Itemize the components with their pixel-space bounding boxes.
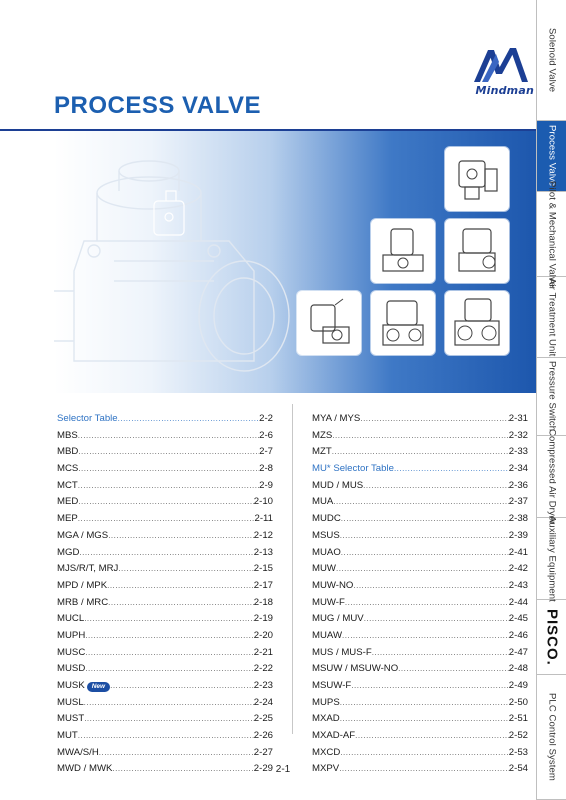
index-entry[interactable] [57,511,273,528]
index-entry[interactable] [57,478,273,495]
index-entry-name: Selector Table [57,413,118,424]
index-entry-page: 2-44 [508,596,528,608]
dot-leader [85,628,254,645]
dot-leader [118,411,260,428]
dot-leader [78,428,259,445]
page-title: PROCESS VALVE [54,92,261,119]
index-entry-name: MZS [312,429,333,441]
index-entry-page: 2-26 [253,730,273,742]
dot-leader [342,628,509,645]
index-entry[interactable] [312,428,528,445]
index-entry[interactable] [312,561,528,578]
dot-leader [340,695,509,712]
index-entry-name: MXPV [312,763,340,775]
index-entry-page: 2-18 [253,596,273,608]
index-entry-name: MUDC [312,513,341,525]
index-entry-page: 2-42 [508,563,528,575]
side-tab-label: Process Valve [546,125,558,187]
index-entry-name: MUPH [57,629,86,641]
page-number: 2-1 [275,764,291,775]
dot-leader [372,645,509,662]
dot-leader [78,728,254,745]
index-entry-name: MCS [57,463,79,475]
index-entry[interactable] [312,645,528,662]
index-entry-page: 2-52 [508,730,528,742]
index-entry-name: MUW-NO [312,579,354,591]
index-entry-page: 2-45 [508,613,528,625]
dot-leader [85,645,254,662]
dot-leader [355,728,509,745]
index-entry-name: MWA/S/H [57,746,99,758]
index-entry[interactable] [57,461,273,478]
index-entry[interactable] [312,528,528,545]
index-entry[interactable] [57,578,273,595]
index-entry-page: 2-54 [508,763,528,775]
side-tab[interactable] [537,600,566,675]
index-entry[interactable] [57,545,273,562]
index-entry[interactable] [312,578,528,595]
side-tab[interactable] [537,428,566,525]
dot-leader [108,528,254,545]
dot-leader [345,595,509,612]
index-entry-name: MUW-F [312,596,345,608]
index-entry[interactable] [57,494,273,511]
dot-leader [353,578,508,595]
column-divider [292,404,293,734]
index-entry-page: 2-2 [259,413,273,424]
index-entry[interactable] [57,628,273,645]
index-entry[interactable] [312,545,528,562]
index-entry[interactable] [57,444,273,461]
side-tab[interactable] [537,515,566,602]
index-entry-page: 2-10 [253,496,273,508]
dot-leader [394,461,509,478]
side-tab[interactable] [537,180,566,288]
dot-leader [332,444,509,461]
dot-leader [360,411,508,428]
dot-leader [341,545,509,562]
index-entry-name: MUAO [312,546,341,558]
index-entry-page: 2-31 [508,413,528,424]
index-entry-page: 2-38 [508,513,528,525]
index-entry-page: 2-29 [253,763,273,775]
side-tab-label: Solenoid Valve [546,27,558,93]
side-tab-label: Air Treatment Unit [546,277,558,357]
dot-leader [84,711,254,728]
mindman-logo [468,44,534,98]
dot-leader [340,528,509,545]
index-entry-name: MUSD [57,663,86,675]
dot-leader [78,478,259,495]
mindman-logo-mark [468,44,534,84]
dot-leader [398,661,509,678]
side-tab-bar [536,0,566,800]
index-entry[interactable] [312,494,528,511]
dot-leader [340,745,509,762]
side-tab-label: Auxiliary Equipment [546,515,558,602]
index-entry-page: 2-37 [508,496,528,508]
index-entry-page: 2-17 [253,579,273,591]
index-entry-name: MUW [312,563,336,575]
index-entry[interactable] [312,461,528,478]
dot-leader [110,678,254,695]
index-entry-page: 2-9 [259,479,273,491]
product-image-solenoid-valve-6 [445,291,509,355]
index-entry-name: MUSL [57,696,84,708]
index-entry[interactable] [57,411,273,428]
index-list-right [312,411,528,778]
index-entry[interactable] [57,661,273,678]
index-entry-page: 2-33 [508,446,528,458]
index-entry-page: 2-41 [508,546,528,558]
index-entry-name: MUA [312,496,334,508]
index-entry-name: MUSK [57,680,85,691]
index-entry[interactable] [57,611,273,628]
index-entry[interactable] [57,561,273,578]
dot-leader [78,461,259,478]
index-entry-page: 2-12 [253,529,273,541]
index-entry[interactable] [57,695,273,712]
index-entry-name: MBD [57,446,79,458]
index-entry-page: 2-51 [508,713,528,725]
index-entry-name: MUD / MUS [312,479,364,491]
index-entry-page: 2-25 [253,713,273,725]
product-image-solenoid-valve-1 [445,147,509,211]
index-entry-name: MU* Selector Table [312,463,394,475]
dot-leader [340,711,509,728]
index-entry-page: 2-8 [259,463,273,475]
side-tab[interactable] [537,0,566,121]
index-entry[interactable] [312,661,528,678]
index-entry-page: 2-36 [508,479,528,491]
index-entry-name: MUCL [57,613,85,625]
index-entry-page: 2-27 [253,746,273,758]
index-entry-page: 2-19 [253,613,273,625]
index-entry[interactable] [57,728,273,745]
index-entry-page: 2-47 [508,646,528,658]
dot-leader [84,611,254,628]
index-entry-page: 2-39 [508,529,528,541]
product-image-solenoid-valve-2 [371,219,435,283]
index-entry-name: MSUW-F [312,680,352,691]
index-entry-name: MUST [57,713,85,725]
index-entry-name: MEP [57,513,78,525]
dot-leader [341,511,509,528]
hero-banner [54,131,536,393]
index-entry[interactable] [57,645,273,662]
index-entry-page: 2-13 [253,546,273,558]
index-entry-name: MUSC [57,646,86,658]
index-entry-name: MUG / MUV [312,613,364,625]
index-entry[interactable] [312,511,528,528]
dot-leader [336,561,509,578]
dot-leader [363,478,509,495]
index-entry-page: 2-24 [253,696,273,708]
dot-leader [351,678,509,695]
product-image-solenoid-valve-3 [445,219,509,283]
dot-leader [99,745,254,762]
index-entry-name: MGA / MGS [57,529,109,541]
index-entry-page: 2-32 [508,429,528,441]
index-entry[interactable] [57,745,273,762]
product-image-solenoid-valve-4 [297,291,361,355]
dot-leader [78,511,255,528]
index-entry-page: 2-23 [253,680,273,691]
index-entry-page: 2-22 [253,663,273,675]
side-tab-label: Pressure Switch [546,361,558,432]
index-entry-name: MXAD [312,713,340,725]
index-entry-page: 2-11 [254,513,273,525]
index-entry-page: 2-53 [508,746,528,758]
index-entry-page: 2-48 [508,663,528,675]
index-entry-name: MWD / MWK [57,763,113,775]
index-entry-name: MBS [57,429,78,441]
product-image-solenoid-valve-5 [371,291,435,355]
index-entry-page: 2-7 [259,446,273,458]
dot-leader [332,428,509,445]
index-entry-name: MGD [57,546,80,558]
index-entry-name: MUAW [312,629,343,641]
index-entry-name: MUT [57,730,78,742]
side-tab-label: PISCO. [543,608,561,666]
dot-leader [118,561,254,578]
index-entry-page: 2-6 [259,429,273,441]
index-entry[interactable] [312,611,528,628]
index-entry[interactable] [312,595,528,612]
index-entry-name: MYA / MYS [312,413,361,424]
index-entry-page: 2-21 [253,646,273,658]
side-tab[interactable] [537,277,566,358]
index-entry-name: MCT [57,479,78,491]
dot-leader [108,595,254,612]
index-entry[interactable] [312,728,528,745]
side-tab-label: Compressed Air Dryer [546,428,558,525]
index-entry[interactable] [57,528,273,545]
dot-leader [79,545,253,562]
index-entry[interactable] [57,711,273,728]
index-entry-name: MZT [312,446,332,458]
dot-leader [85,661,254,678]
index-entry[interactable] [312,478,528,495]
index-entry-page: 2-43 [508,579,528,591]
index-list-left [57,411,273,778]
mindman-logo-text: Mindman [475,84,534,97]
index-entry[interactable] [57,678,273,695]
index-entry-name: MXCD [312,746,341,758]
index-entry-name: MSUW / MSUW-NO [312,663,399,675]
index-entry-name: MJS/R/T, MRJ [57,563,119,575]
side-tab-label: PLC Control System [546,693,558,781]
side-tab-label: Pilot & Mechanical Valve [546,180,558,288]
index-entry-name: MSUS [312,529,340,541]
index-entry[interactable] [57,595,273,612]
index-entry[interactable] [57,428,273,445]
index-entry-page: 2-50 [508,696,528,708]
index-entry[interactable] [312,711,528,728]
index-entry[interactable] [312,628,528,645]
index-entry-name: MRB / MRC [57,596,109,608]
index-entry-page: 2-46 [508,629,528,641]
new-badge: New [87,682,110,692]
index-entry-name: MXAD-AF [312,730,356,742]
index-entry-name: MED [57,496,79,508]
index-entry[interactable] [312,411,528,428]
index-entry-name: MPD / MPK [57,579,108,591]
index-entry-page: 2-34 [508,463,528,475]
index-entry-name: MUS / MUS-F [312,646,372,658]
index-entry-page: 2-20 [253,629,273,641]
dot-leader [78,444,259,461]
index-entry-page: 2-15 [253,563,273,575]
index-entry[interactable] [312,695,528,712]
side-tab[interactable] [537,675,566,800]
dot-leader [364,611,509,628]
index-entry[interactable] [312,444,528,461]
dot-leader [333,494,508,511]
dot-leader [84,695,254,712]
index-entry[interactable] [312,745,528,762]
index-entry-name: MUPS [312,696,340,708]
dot-leader [78,494,253,511]
side-tab[interactable] [537,358,566,436]
dot-leader [107,578,254,595]
index-entry[interactable] [312,678,528,695]
index-entry-page: 2-49 [508,680,528,691]
